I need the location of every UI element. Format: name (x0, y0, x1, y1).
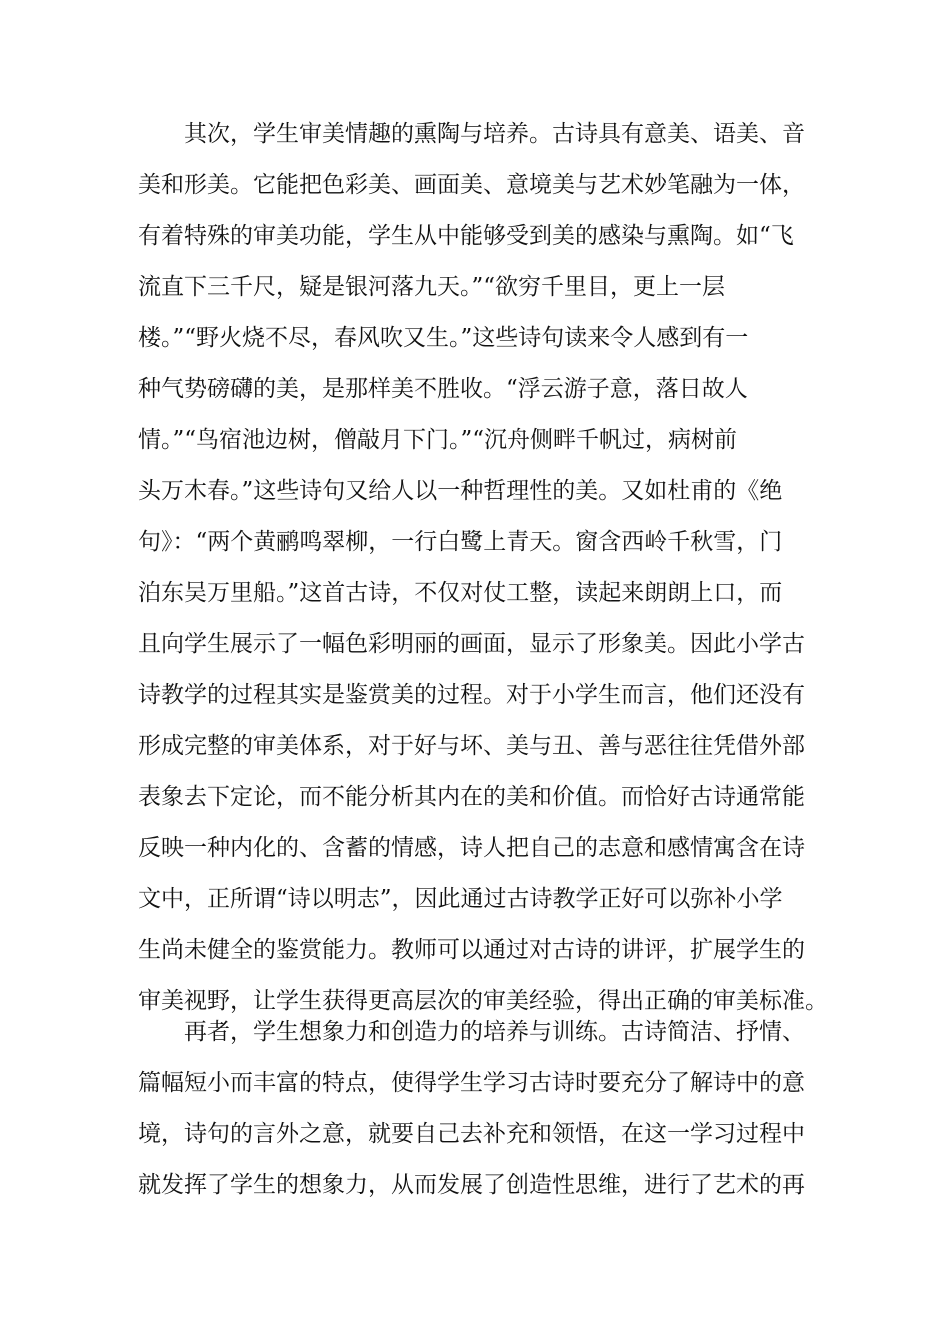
paragraph-line: 篇幅短小而丰富的特点，使得学生学习古诗时要充分了解诗中的意 (138, 1070, 805, 1096)
paragraph-line: 楼。”“野火烧不尽，春风吹又生。”这些诗句读来令人感到有一 (138, 325, 749, 351)
paragraph-line: 种气势磅礴的美，是那样美不胜收。“浮云游子意，落日故人 (138, 376, 748, 402)
paragraph-line: 其次，学生审美情趣的熏陶与培养。古诗具有意美、语美、音 (184, 121, 805, 147)
paragraph-line: 流直下三千尺，疑是银河落九天。”“欲穷千里目，更上一层 (138, 274, 726, 300)
paragraph-line: 生尚未健全的鉴赏能力。教师可以通过对古诗的讲评，扩展学生的 (138, 937, 805, 963)
paragraph-line: 就发挥了学生的想象力，从而发展了创造性思维，进行了艺术的再 (138, 1172, 805, 1198)
paragraph-line: 且向学生展示了一幅色彩明丽的画面，显示了形象美。因此小学古 (138, 631, 805, 657)
paragraph-line: 文中，正所谓“诗以明志”，因此通过古诗教学正好可以弥补小学 (138, 886, 783, 912)
paragraph-line: 审美视野，让学生获得更高层次的审美经验，得出正确的审美标准。 (138, 988, 828, 1014)
paragraph-line: 情。”“鸟宿池边树，僧敲月下门。”“沉舟侧畔千帆过，病树前 (138, 427, 738, 453)
paragraph-line: 句》：“两个黄鹂鸣翠柳，一行白鹭上青天。窗含西岭千秋雪，门 (138, 529, 783, 555)
paragraph-line: 反映一种内化的、含蓄的情感，诗人把自己的志意和感情寓含在诗 (138, 835, 805, 861)
paragraph-line: 表象去下定论，而不能分析其内在的美和价值。而恰好古诗通常能 (138, 784, 805, 810)
paragraph-line: 形成完整的审美体系，对于好与坏、美与丑、善与恶往往凭借外部 (138, 733, 805, 759)
paragraph-imagination-creativity (138, 1007, 838, 1211)
paragraph-aesthetic-cultivation (138, 109, 838, 1027)
paragraph-line: 再者，学生想象力和创造力的培养与训练。古诗简洁、抒情、 (184, 1019, 805, 1045)
paragraph-line: 有着特殊的审美功能，学生从中能够受到美的感染与熏陶。如“飞 (138, 223, 794, 249)
paragraph-line: 诗教学的过程其实是鉴赏美的过程。对于小学生而言，他们还没有 (138, 682, 805, 708)
paragraph-line: 境，诗句的言外之意，就要自己去补充和领悟，在这一学习过程中 (138, 1121, 805, 1147)
paragraph-line: 美和形美。它能把色彩美、画面美、意境美与艺术妙笔融为一体， (138, 172, 805, 198)
paragraph-line: 头万木春。”这些诗句又给人以一种哲理性的美。又如杜甫的《绝 (138, 478, 783, 504)
paragraph-line: 泊东吴万里船。”这首古诗，不仅对仗工整，读起来朗朗上口，而 (138, 580, 783, 606)
